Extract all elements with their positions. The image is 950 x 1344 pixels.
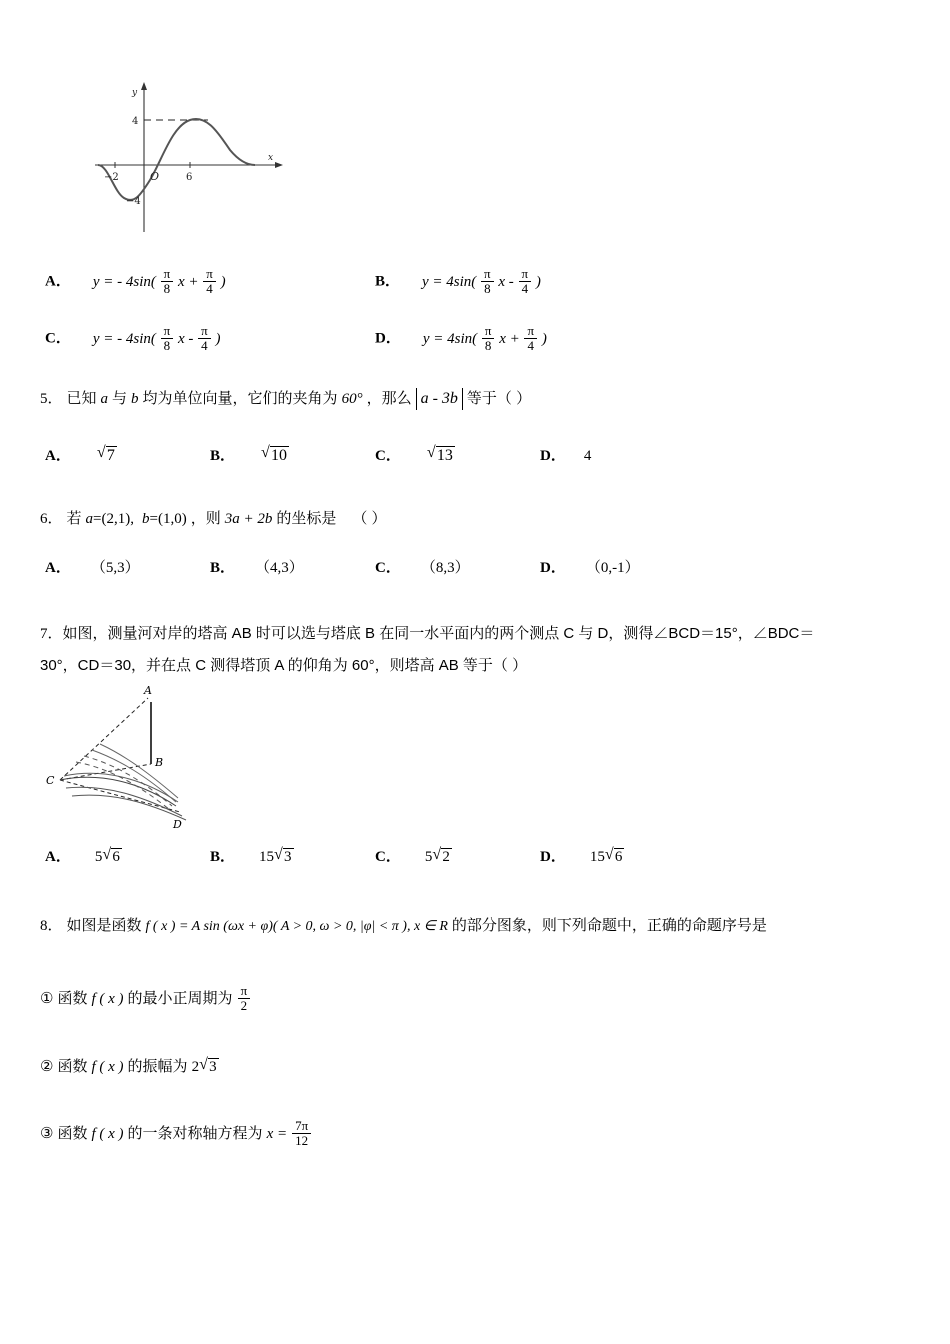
q4-option-b-expr: y = 4sin( $\frac{\pi}{8}$ x - $\frac{\pi}{4}$ )	[422, 266, 541, 296]
svg-text:C: C	[46, 774, 55, 787]
svg-text:6: 6	[186, 172, 193, 183]
q6-option-b[interactable]	[210, 556, 304, 577]
q6-option-a-value: （5,3）	[90, 560, 140, 576]
q5-text-2: 与	[112, 390, 128, 407]
q5-text-3: 均为单位向量，它们的夹角为	[142, 390, 338, 407]
frac-pi-4: $\frac{\pi}{4}$	[519, 267, 532, 295]
q5-var-b: b	[131, 391, 139, 407]
q8-item-2-text-1: 函数	[57, 1058, 88, 1075]
q7-option-a[interactable]	[45, 845, 122, 866]
q4-option-d-expr: y = 4sin( $\frac{\pi}{8}$ x + $\frac{\pi}{4}$ )	[422, 323, 547, 353]
q6-option-d-label: D．	[540, 560, 566, 576]
q5-abs-expr: a - 3b	[416, 388, 463, 410]
q4-option-a[interactable]	[45, 268, 375, 296]
q4-option-a-label: A．	[45, 273, 71, 290]
svg-text:B: B	[155, 756, 164, 769]
q6-option-d[interactable]	[540, 556, 640, 577]
q6-vector-b: b	[141, 511, 150, 527]
q8-item-1-marker: ①	[40, 990, 54, 1007]
q6-vector-a: a	[85, 511, 94, 527]
q7-number: 7．	[40, 626, 63, 642]
q4-option-a-expr: y = - 4sin( $\frac{\pi}{8}$ x + $\frac{\pi}{4}$ )	[92, 266, 226, 296]
q8-item-3-marker: ③	[40, 1125, 54, 1142]
q5-option-b-value: √ 10	[261, 446, 289, 465]
q5-option-a-label: A．	[45, 448, 71, 464]
q8-text-2: 的部分图象，则下列命题中，正确的命题序号是	[451, 917, 767, 934]
q4-option-c-expr: y = - 4sin( $\frac{\pi}{8}$ x - $\frac{\pi}{4}$ )	[92, 323, 221, 353]
q7-option-a-value: 5 √ 6	[95, 849, 122, 865]
q8-item-1	[40, 985, 640, 1013]
svg-text:4: 4	[132, 116, 139, 127]
q6-option-a-label: A．	[45, 560, 71, 576]
frac-pi-8: $\frac{\pi}{8}$	[161, 267, 174, 295]
q4-option-d[interactable]	[375, 325, 705, 353]
frac-pi-4: $\frac{\pi}{4}$	[198, 324, 211, 352]
question-8	[40, 912, 930, 940]
q6-option-b-label: B．	[210, 560, 236, 576]
q4-option-d-label: D．	[375, 330, 401, 347]
q8-text-1: 如图是函数	[66, 917, 142, 934]
q7-line-2: 30°，CD＝30，并在点 C 测得塔顶 A 的仰角为 60°，则塔高 AB 等于（ ）	[40, 657, 528, 674]
q7-option-d-value: 15 √ 6	[590, 849, 625, 865]
q5-option-d[interactable]	[540, 444, 591, 465]
q7-option-b[interactable]	[210, 845, 294, 866]
q8-item-2	[40, 1053, 640, 1081]
q5-number: 5．	[40, 391, 63, 407]
q6-text-3: 的坐标是	[276, 510, 337, 527]
q5-option-c-value: √ 13	[427, 446, 455, 465]
svg-text:O: O	[150, 170, 160, 183]
sine-curve-svg	[40, 80, 290, 260]
figure-sine-curve	[40, 80, 290, 260]
q6-option-c-label: C．	[375, 560, 401, 576]
q8-item-3-fraction: $\frac{7\pi}{12}$	[292, 1119, 311, 1147]
svg-text:−2: −2	[104, 172, 119, 183]
q7-line-1: 如图，测量河对岸的塔高 AB 时可以选与塔底 B 在同一水平面内的两个测点 C 与 D，测得∠BCD＝15°，∠BDC＝	[62, 625, 815, 642]
q7-option-a-label: A．	[45, 849, 71, 865]
svg-text:−4: −4	[126, 196, 141, 207]
q4-option-c[interactable]	[45, 325, 375, 353]
q6-vector-b-value: =(1,0)	[149, 511, 187, 527]
frac-pi-4: $\frac{\pi}{4}$	[524, 324, 537, 352]
q8-item-3-text-2: 的一条对称轴方程为	[127, 1125, 263, 1142]
q6-option-d-value: （0,-1）	[585, 560, 640, 576]
q6-option-c-value: （8,3）	[420, 560, 470, 576]
q5-option-c[interactable]	[375, 444, 455, 465]
q7-option-c-label: C．	[375, 849, 401, 865]
q7-option-d[interactable]	[540, 845, 624, 866]
frac-pi-8: $\frac{\pi}{8}$	[482, 324, 495, 352]
q6-text-2: ，则	[190, 510, 221, 527]
question-5	[40, 385, 910, 413]
q4-option-b-label: B．	[375, 273, 401, 290]
question-7	[40, 618, 920, 682]
q5-option-d-value: 4	[583, 448, 592, 464]
q6-expr-c: 3a + 2b	[224, 511, 273, 527]
q8-item-3-eq-lhs: x =	[266, 1126, 288, 1142]
frac-pi-8: $\frac{\pi}{8}$	[161, 324, 174, 352]
q5-angle: 60°	[341, 391, 363, 407]
q5-option-d-label: D．	[540, 448, 566, 464]
q5-text-1: 已知	[66, 390, 97, 407]
q8-item-1-fn: f ( x )	[91, 991, 124, 1007]
q8-item-1-text-1: 函数	[57, 990, 88, 1007]
q8-item-3-fn: f ( x )	[91, 1126, 124, 1142]
q6-option-b-value: （4,3）	[255, 560, 304, 576]
q8-item-1-text-2: 的最小正周期为	[127, 990, 233, 1007]
q7-option-d-label: D．	[540, 849, 566, 865]
q5-var-a: a	[100, 391, 109, 407]
q4-option-b[interactable]	[375, 268, 705, 296]
q8-item-2-marker: ②	[40, 1058, 54, 1075]
q5-text-5: 等于（ ）	[466, 390, 532, 407]
q7-option-b-value: 15 √ 3	[259, 849, 294, 865]
question-6	[40, 505, 910, 533]
q5-option-b-label: B．	[210, 448, 236, 464]
q7-option-c[interactable]	[375, 845, 452, 866]
q5-option-c-label: C．	[375, 448, 401, 464]
q5-option-a-value: √ 7	[97, 446, 117, 465]
tower-measurement-svg	[30, 676, 250, 841]
q7-option-c-value: 5 √ 2	[425, 849, 452, 865]
q8-item-2-value: 2 √ 3	[192, 1059, 219, 1075]
q6-option-c[interactable]	[375, 556, 470, 577]
frac-pi-8: $\frac{\pi}{8}$	[481, 267, 494, 295]
svg-text:y: y	[132, 88, 138, 98]
q8-formula: f ( x ) = A sin (ωx + φ)( A > 0, ω > 0, |φ| < π ), x ∈ R	[145, 919, 448, 934]
q6-option-a[interactable]	[45, 556, 140, 577]
q6-vector-a-value: =(2,1),	[93, 511, 134, 527]
figure-tower-measurement	[30, 676, 250, 841]
q4-option-c-label: C．	[45, 330, 71, 347]
q8-item-3-text-1: 函数	[57, 1125, 88, 1142]
q5-option-b[interactable]	[210, 444, 289, 465]
q8-number: 8．	[40, 918, 63, 934]
svg-text:x: x	[268, 153, 274, 163]
svg-text:A: A	[144, 684, 152, 697]
svg-text:D: D	[173, 818, 182, 831]
q8-item-3	[40, 1120, 640, 1148]
q6-text-4: （ ）	[352, 510, 387, 527]
frac-pi-4: $\frac{\pi}{4}$	[203, 267, 216, 295]
q5-option-a[interactable]	[45, 444, 117, 465]
q8-item-1-fraction: $\frac{\pi}{2}$	[238, 984, 251, 1012]
q7-option-b-label: B．	[210, 849, 236, 865]
q5-text-4: ，那么	[366, 390, 412, 407]
q6-text-1: 若	[66, 510, 82, 527]
q8-item-2-fn: f ( x )	[91, 1059, 124, 1075]
q8-item-2-text-2: 的振幅为	[127, 1058, 188, 1075]
q6-number: 6．	[40, 511, 63, 527]
